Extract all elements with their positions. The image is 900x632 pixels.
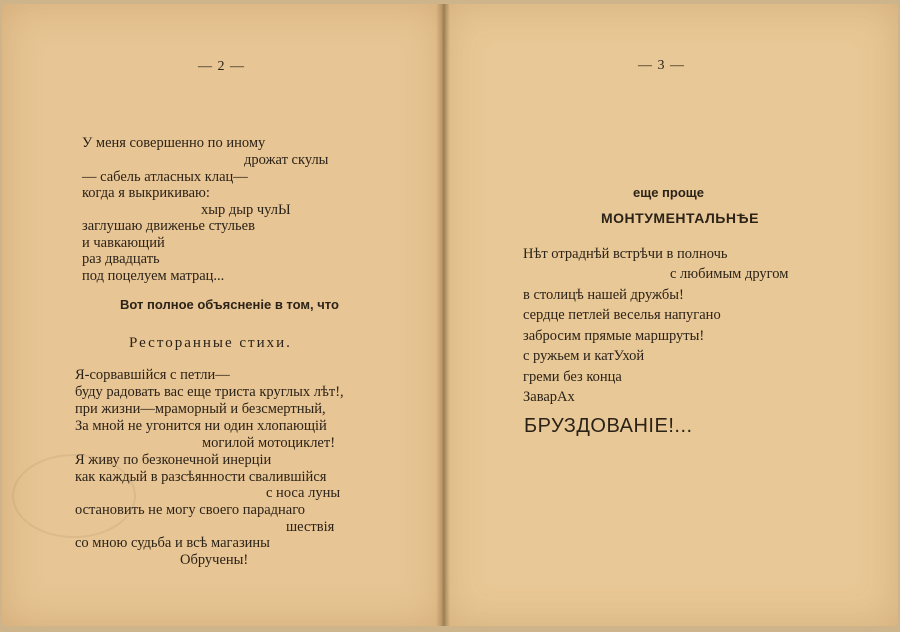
- page-number: — 3 —: [638, 58, 685, 73]
- page-number: — 2 —: [198, 59, 245, 74]
- poem-line: дрожат скулы: [244, 152, 329, 168]
- poem-line: За мной не угонится ни один хлопающій: [75, 418, 327, 434]
- poem-line: в столицѣ нашей дружбы!: [523, 287, 684, 303]
- poem-line: Я живу по безконечной инерціи: [75, 452, 272, 468]
- poem-line: хыр дыр чулЫ: [201, 202, 291, 218]
- left-page: [2, 4, 442, 626]
- poem-line: под поцелуем матрац...: [82, 268, 225, 284]
- poem-line: при жизни—мраморный и безсмертный,: [75, 401, 326, 417]
- poem-line: когда я выкрикиваю:: [82, 185, 210, 201]
- poem-line: раз двадцать: [82, 251, 160, 267]
- poem-line: сердце петлей веселья напугано: [523, 307, 721, 323]
- poem-line: буду радовать вас еще триста круглых лѣт!,: [75, 384, 344, 400]
- poem-line: могилой мотоциклет!: [202, 435, 336, 451]
- poem-line: Я-сорвавшійся с петли—: [75, 367, 230, 383]
- poem-subtitle: Ресторанные стихи.: [129, 335, 292, 351]
- poem-line: со мною судьба и всѣ магазины: [75, 535, 270, 551]
- poem-line: с любимым другом: [670, 266, 789, 282]
- section-heading: МОНТУМЕНТАЛЬНѢЕ: [601, 210, 759, 226]
- right-page: [445, 4, 898, 626]
- poem-line: заглушаю движенье стульев: [82, 218, 255, 234]
- poem-line: забросим прямые маршруты!: [523, 328, 705, 344]
- poem-line: с ружьем и катУхой: [523, 348, 645, 364]
- poem-line: шествія: [286, 519, 335, 535]
- poem-line: греми без конца: [523, 369, 622, 385]
- poem-line: ЗаварАх: [523, 389, 575, 405]
- poem-line: Нѣт отраднѣй встрѣчи в полночь: [523, 246, 728, 262]
- book-gutter: [436, 4, 450, 626]
- poem-line: как каждый в разсѣянности свалившійся: [75, 469, 327, 485]
- poem-line: У меня совершенно по иному: [82, 135, 266, 151]
- poem-line: с носа луны: [266, 485, 341, 501]
- poem-line: и чавкающий: [82, 235, 165, 251]
- poem-line: — сабель атласных клац—: [82, 169, 248, 185]
- poem-line: остановить не могу своего параднаго: [75, 502, 306, 518]
- section-heading: еще проще: [633, 185, 704, 200]
- final-word: БРУЗДОВАНІЕ!...: [524, 415, 693, 437]
- section-heading: Вот полное объясненіе в том, что: [120, 297, 339, 312]
- poem-line: Обручены!: [180, 552, 249, 568]
